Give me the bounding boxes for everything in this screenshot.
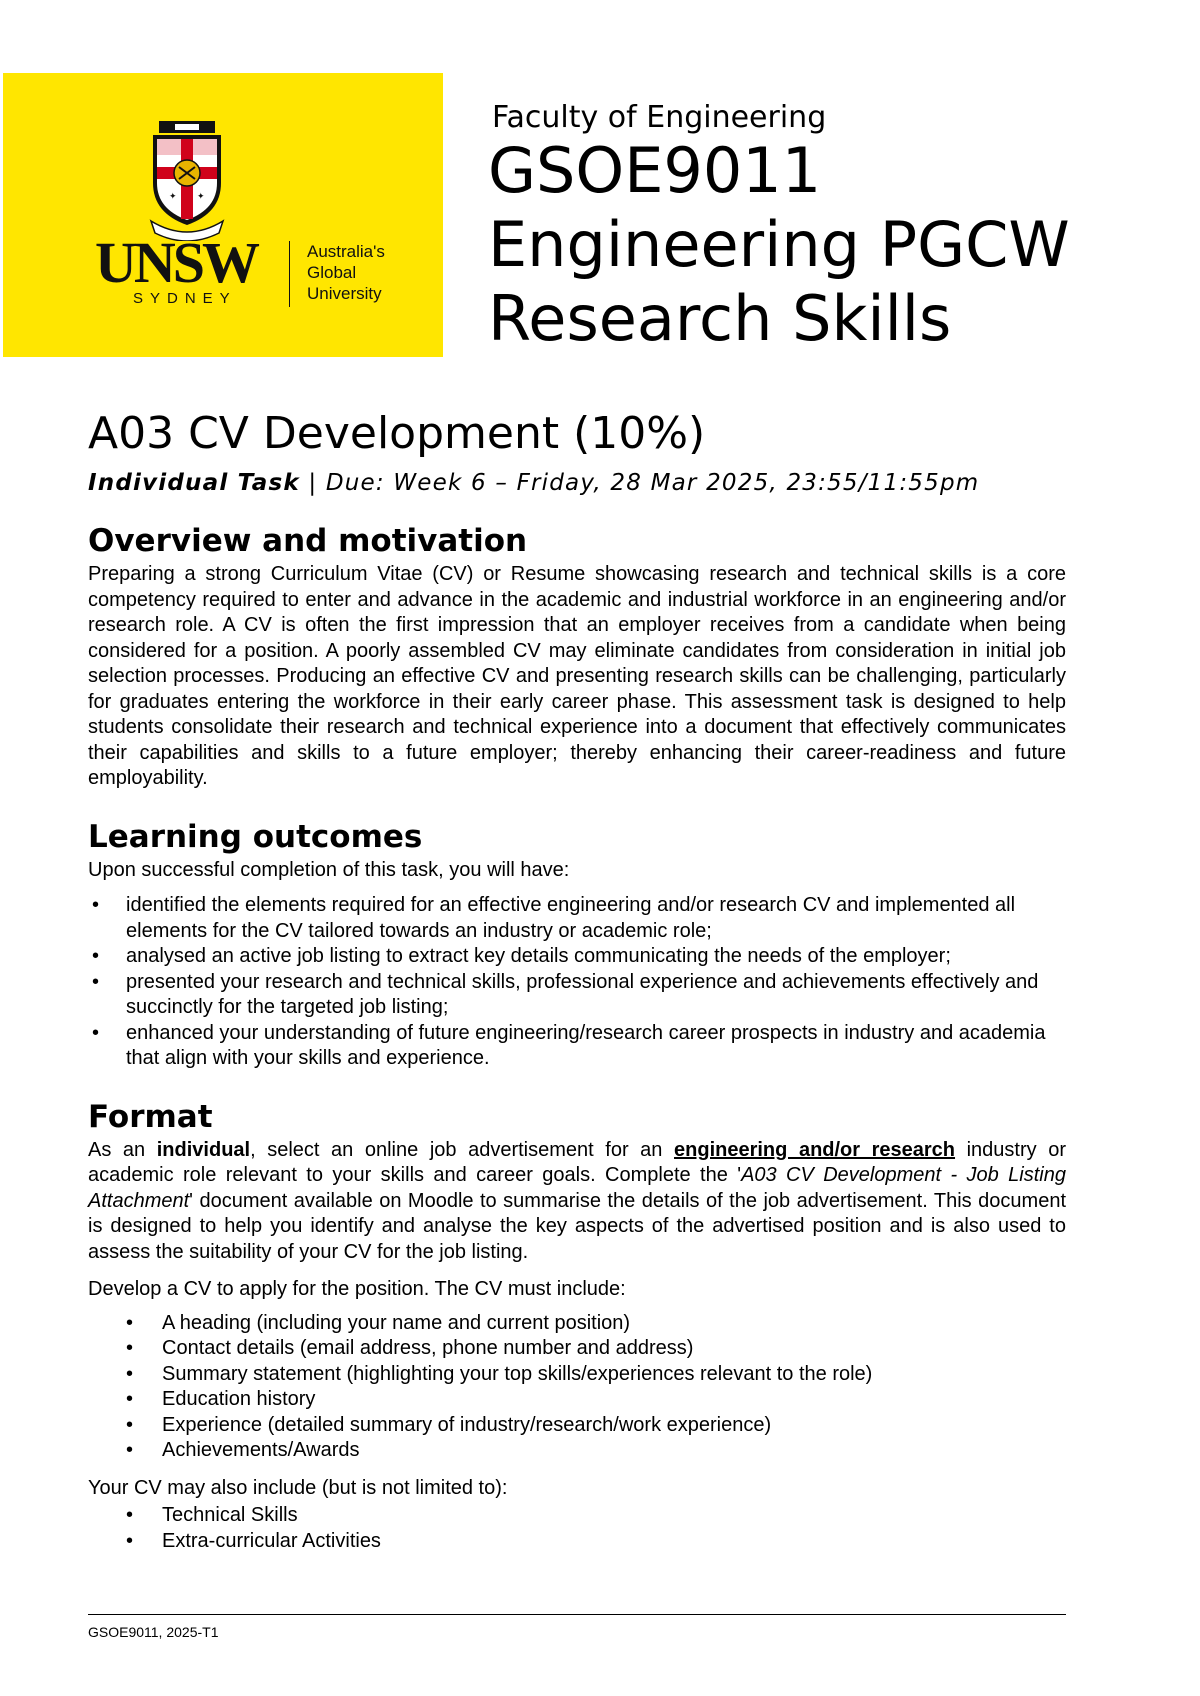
list-item: • analysed an active job listing to extract key details communicating the needs of the employer;: [88, 944, 1066, 970]
logo-divider: [289, 241, 290, 307]
list-item: • enhanced your understanding of future engineering/research career prospects in industry and academia that align with your skills and experience.: [88, 1021, 1066, 1072]
emphasis-engineering-research: engineering and/or research: [674, 1138, 956, 1161]
list-item: • Summary statement (highlighting your top skills/experiences relevant to the role): [88, 1362, 1066, 1388]
list-item: • identified the elements required for an effective engineering and/or research CV and implemented all elements for the CV tailored towards an industry or academic role;: [88, 893, 1066, 944]
text-run: , select an online job advertisement for an: [250, 1138, 675, 1161]
subtitle-separator: |: [299, 470, 326, 496]
task-title: A03 CV Development (10%): [88, 408, 706, 459]
unsw-tagline: [307, 241, 385, 304]
list-item: • Education history: [88, 1387, 1066, 1413]
list-item: • Contact details (email address, phone number and address): [88, 1336, 1066, 1362]
text-run: ' document available on Moodle to summarise the details of the job advertisement. This document is designed to help you identify and analyse the key aspects of the advertised position and is also used to assess the suitability of your CV for the job listing.: [88, 1189, 1066, 1263]
faculty-name: Faculty of Engineering: [492, 100, 827, 135]
course-title: [488, 134, 1188, 356]
emphasis-individual: individual: [156, 1138, 251, 1161]
list-item: • Technical Skills: [88, 1503, 1066, 1529]
cv-may-include-list: [88, 1503, 1066, 1554]
tagline-line: Global: [307, 263, 357, 282]
cv-must-include-list: [88, 1311, 1066, 1464]
list-item: • A heading (including your name and current position): [88, 1311, 1066, 1337]
unsw-wordmark: UNSW: [95, 230, 258, 295]
section-heading-overview: Overview and motivation: [88, 523, 528, 559]
format-paragraph: [88, 1138, 1066, 1266]
text-run: As an: [88, 1138, 157, 1161]
learning-outcomes-list: [88, 893, 1066, 1072]
document-name: A03 CV Development - Job Listing Attachment: [88, 1164, 1066, 1212]
course-title-line: Engineering PGCW: [488, 208, 1070, 281]
section-heading-format: Format: [88, 1098, 213, 1135]
format-cv-must-include-intro: Develop a CV to apply for the position. The CV must include:: [88, 1278, 626, 1300]
svg-text:✦: ✦: [169, 192, 177, 202]
list-item: • Experience (detailed summary of industry/research/work experience): [88, 1413, 1066, 1439]
unsw-location: SYDNEY: [133, 290, 237, 307]
list-item: • presented your research and technical skills, professional experience and achievements effectively and succinctly for the targeted job listing;: [88, 970, 1066, 1021]
text-run: industry or academic role relevant to your skills and career goals. Complete the ': [88, 1138, 1066, 1186]
format-cv-may-include-intro: Your CV may also include (but is not limited to):: [88, 1476, 508, 1499]
svg-text:✦: ✦: [197, 192, 205, 202]
task-type: Individual Task: [88, 470, 300, 496]
list-item: • Extra-curricular Activities: [88, 1529, 1066, 1555]
page-footer: GSOE9011, 2025-T1: [88, 1624, 219, 1640]
tagline-line: Australia's: [307, 242, 385, 261]
course-code: GSOE9011: [488, 134, 822, 207]
due-date: Due: Week 6 – Friday, 28 Mar 2025, 23:55/11:55pm: [325, 470, 980, 496]
course-title-line: Research Skills: [488, 282, 952, 355]
overview-paragraph: Preparing a strong Curriculum Vitae (CV) or Resume showcasing research and technical skills is a core competency required to enter and advance in the academic and industrial workforce in an engineering and/or research role. A CV is often the first impression that an employer receives from a candidate when being considered for a position. A poorly assembled CV may eliminate candidates from consideration in initial job selection processes. Producing an effective CV and presenting research skills can be challenging, particularly for graduates entering the workforce in their early career phase. This assessment task is designed to help students consolidate their research and technical experience into a document that effectively communicates their capabilities and skills to a future employer; thereby enhancing their career-readiness and future employability.: [88, 563, 1066, 789]
list-item: • Achievements/Awards: [88, 1438, 1066, 1464]
tagline-line: University: [307, 284, 382, 303]
section-heading-learning-outcomes: Learning outcomes: [88, 818, 423, 855]
footer-divider: [88, 1614, 1066, 1615]
learning-outcomes-intro: Upon successful completion of this task, you will have:: [88, 858, 570, 881]
unsw-coat-of-arms-icon: [147, 121, 227, 241]
unsw-logo-block: [3, 73, 443, 357]
task-subtitle: [88, 470, 1066, 496]
document-body: [88, 404, 1066, 1554]
